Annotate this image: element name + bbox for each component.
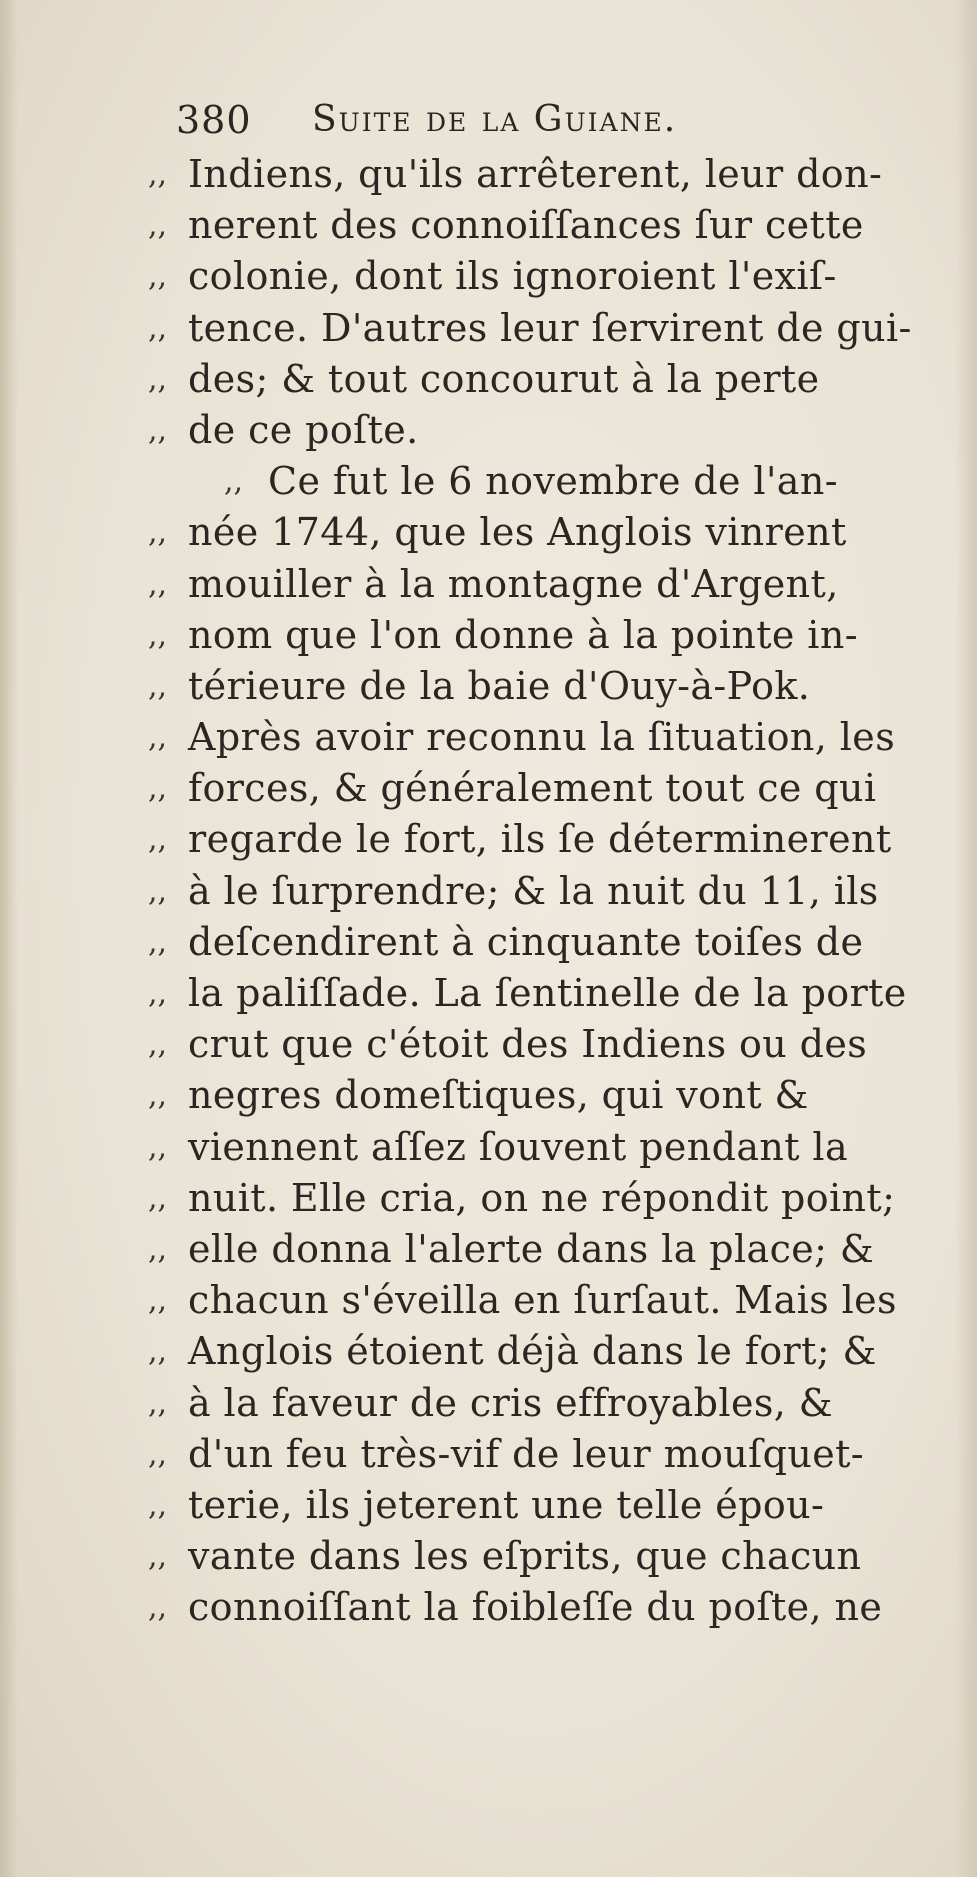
quote-mark: ,, <box>148 1539 168 1575</box>
text-line <box>148 405 938 456</box>
page-number: 380 <box>176 98 252 142</box>
line-text: elle donna l'alerte dans la place; & <box>188 1226 875 1271</box>
quote-mark: ,, <box>148 771 168 807</box>
running-title: Suite de la Guiane. <box>312 99 678 140</box>
text-line <box>148 1019 938 1070</box>
quote-mark: ,, <box>148 566 168 602</box>
quote-mark: ,, <box>148 976 168 1011</box>
page-gutter-shadow <box>0 0 18 1877</box>
body-text <box>148 149 938 1633</box>
text-line <box>148 149 938 200</box>
text-line <box>148 1378 938 1429</box>
quote-mark: ,, <box>148 1590 168 1626</box>
text-line <box>148 1173 938 1224</box>
line-text: à le ſurprendre; & la nuit du 11, ils <box>188 868 879 913</box>
line-text: mouiller à la montagne d'Argent, <box>188 561 839 606</box>
quote-mark: ,, <box>148 1334 168 1370</box>
quote-mark: ,, <box>148 361 168 397</box>
line-text: Ce fut le 6 novembre de l'an- <box>268 459 838 504</box>
quote-mark: ,, <box>148 1283 168 1319</box>
text-line <box>148 1429 938 1480</box>
line-text: de ce poſte. <box>188 407 419 452</box>
line-text: chacun s'éveilla en ſurſaut. Mais les <box>188 1278 897 1323</box>
quote-mark: ,, <box>148 1487 168 1523</box>
line-text: deſcendirent à cinquante toiſes de <box>188 919 864 964</box>
quote-mark: ,, <box>148 1078 168 1114</box>
quote-mark: ,, <box>148 1129 168 1165</box>
text-line <box>148 610 938 661</box>
quote-mark: ,, <box>148 822 168 858</box>
text-line <box>148 968 938 1019</box>
quote-mark: ,, <box>148 1231 168 1267</box>
line-text: terie, ils jeterent une telle épou- <box>188 1482 825 1527</box>
text-line-paragraph-start <box>148 456 938 507</box>
line-text: des; & tout concourut à la perte <box>188 356 820 401</box>
quote-mark: ,, <box>148 1385 168 1421</box>
text-line <box>148 917 938 968</box>
text-line <box>148 1326 938 1377</box>
quote-mark: ,, <box>148 668 168 704</box>
quote-mark: ,, <box>148 1180 168 1216</box>
quote-mark: ,, <box>148 720 168 756</box>
quote-mark: ,, <box>148 1436 168 1472</box>
line-text: negres domeſtiques, qui vont & <box>188 1073 809 1118</box>
text-line <box>148 507 938 558</box>
text-line <box>148 559 938 610</box>
text-line <box>148 866 938 917</box>
quote-mark: ,, <box>148 259 168 295</box>
text-line <box>148 1224 938 1275</box>
quote-mark: ,, <box>148 515 168 551</box>
quote-mark: ,, <box>148 873 168 909</box>
line-text: Après avoir reconnu la ſituation, les <box>188 715 896 760</box>
text-line <box>148 1070 938 1121</box>
line-text: colonie, dont ils ignoroient l'exiſ- <box>188 254 837 299</box>
text-line <box>148 712 938 763</box>
quote-mark: ,, <box>224 464 244 500</box>
quote-mark: ,, <box>148 208 168 244</box>
quote-mark: ,, <box>148 157 168 192</box>
line-text: connoiſſant la foibleſſe du poſte, ne <box>188 1585 883 1630</box>
line-text: à la faveur de cris effroyables, & <box>188 1380 833 1425</box>
line-text: crut que c'étoit des Indiens ou des <box>188 1022 868 1067</box>
text-line <box>148 200 938 251</box>
text-line <box>148 814 938 865</box>
text-line <box>148 763 938 814</box>
line-text: nuit. Elle cria, on ne répondit point; <box>188 1175 896 1220</box>
text-line <box>148 661 938 712</box>
page-edge-shadow <box>955 0 977 1877</box>
line-text: tence. D'autres leur ſervirent de gui- <box>188 305 912 350</box>
quote-mark: ,, <box>148 617 168 653</box>
line-text: vante dans les eſprits, que chacun <box>188 1534 862 1579</box>
quote-mark: ,, <box>148 1027 168 1063</box>
quote-mark: ,, <box>148 412 168 448</box>
line-text: d'un feu très-vif de leur mouſquet- <box>188 1431 865 1476</box>
line-text: térieure de la baie d'Ouy-à-Pok. <box>188 663 811 708</box>
line-text: Indiens, qu'ils arrêterent, leur don- <box>188 152 883 196</box>
text-line <box>148 1275 938 1326</box>
line-text: forces, & généralement tout ce qui <box>188 766 877 811</box>
line-text: nom que l'on donne à la pointe in- <box>188 612 858 657</box>
line-text: viennent aſſez ſouvent pendant la <box>188 1124 849 1169</box>
text-line <box>148 251 938 302</box>
line-text: regarde le fort, ils ſe déterminerent <box>188 817 892 862</box>
line-text: née 1744, que les Anglois vinrent <box>188 510 847 555</box>
text-line <box>148 1531 938 1582</box>
text-line <box>148 1582 938 1633</box>
text-line <box>148 354 938 405</box>
line-text: la paliſſade. La ſentinelle de la porte <box>188 971 907 1015</box>
line-text: nerent des connoiſſances ſur cette <box>188 203 864 248</box>
text-line <box>148 303 938 354</box>
quote-mark: ,, <box>148 924 168 960</box>
text-line <box>148 1122 938 1173</box>
quote-mark: ,, <box>148 310 168 346</box>
line-text: Anglois étoient déjà dans le fort; & <box>188 1329 877 1374</box>
text-line <box>148 1480 938 1531</box>
running-header <box>176 92 816 148</box>
